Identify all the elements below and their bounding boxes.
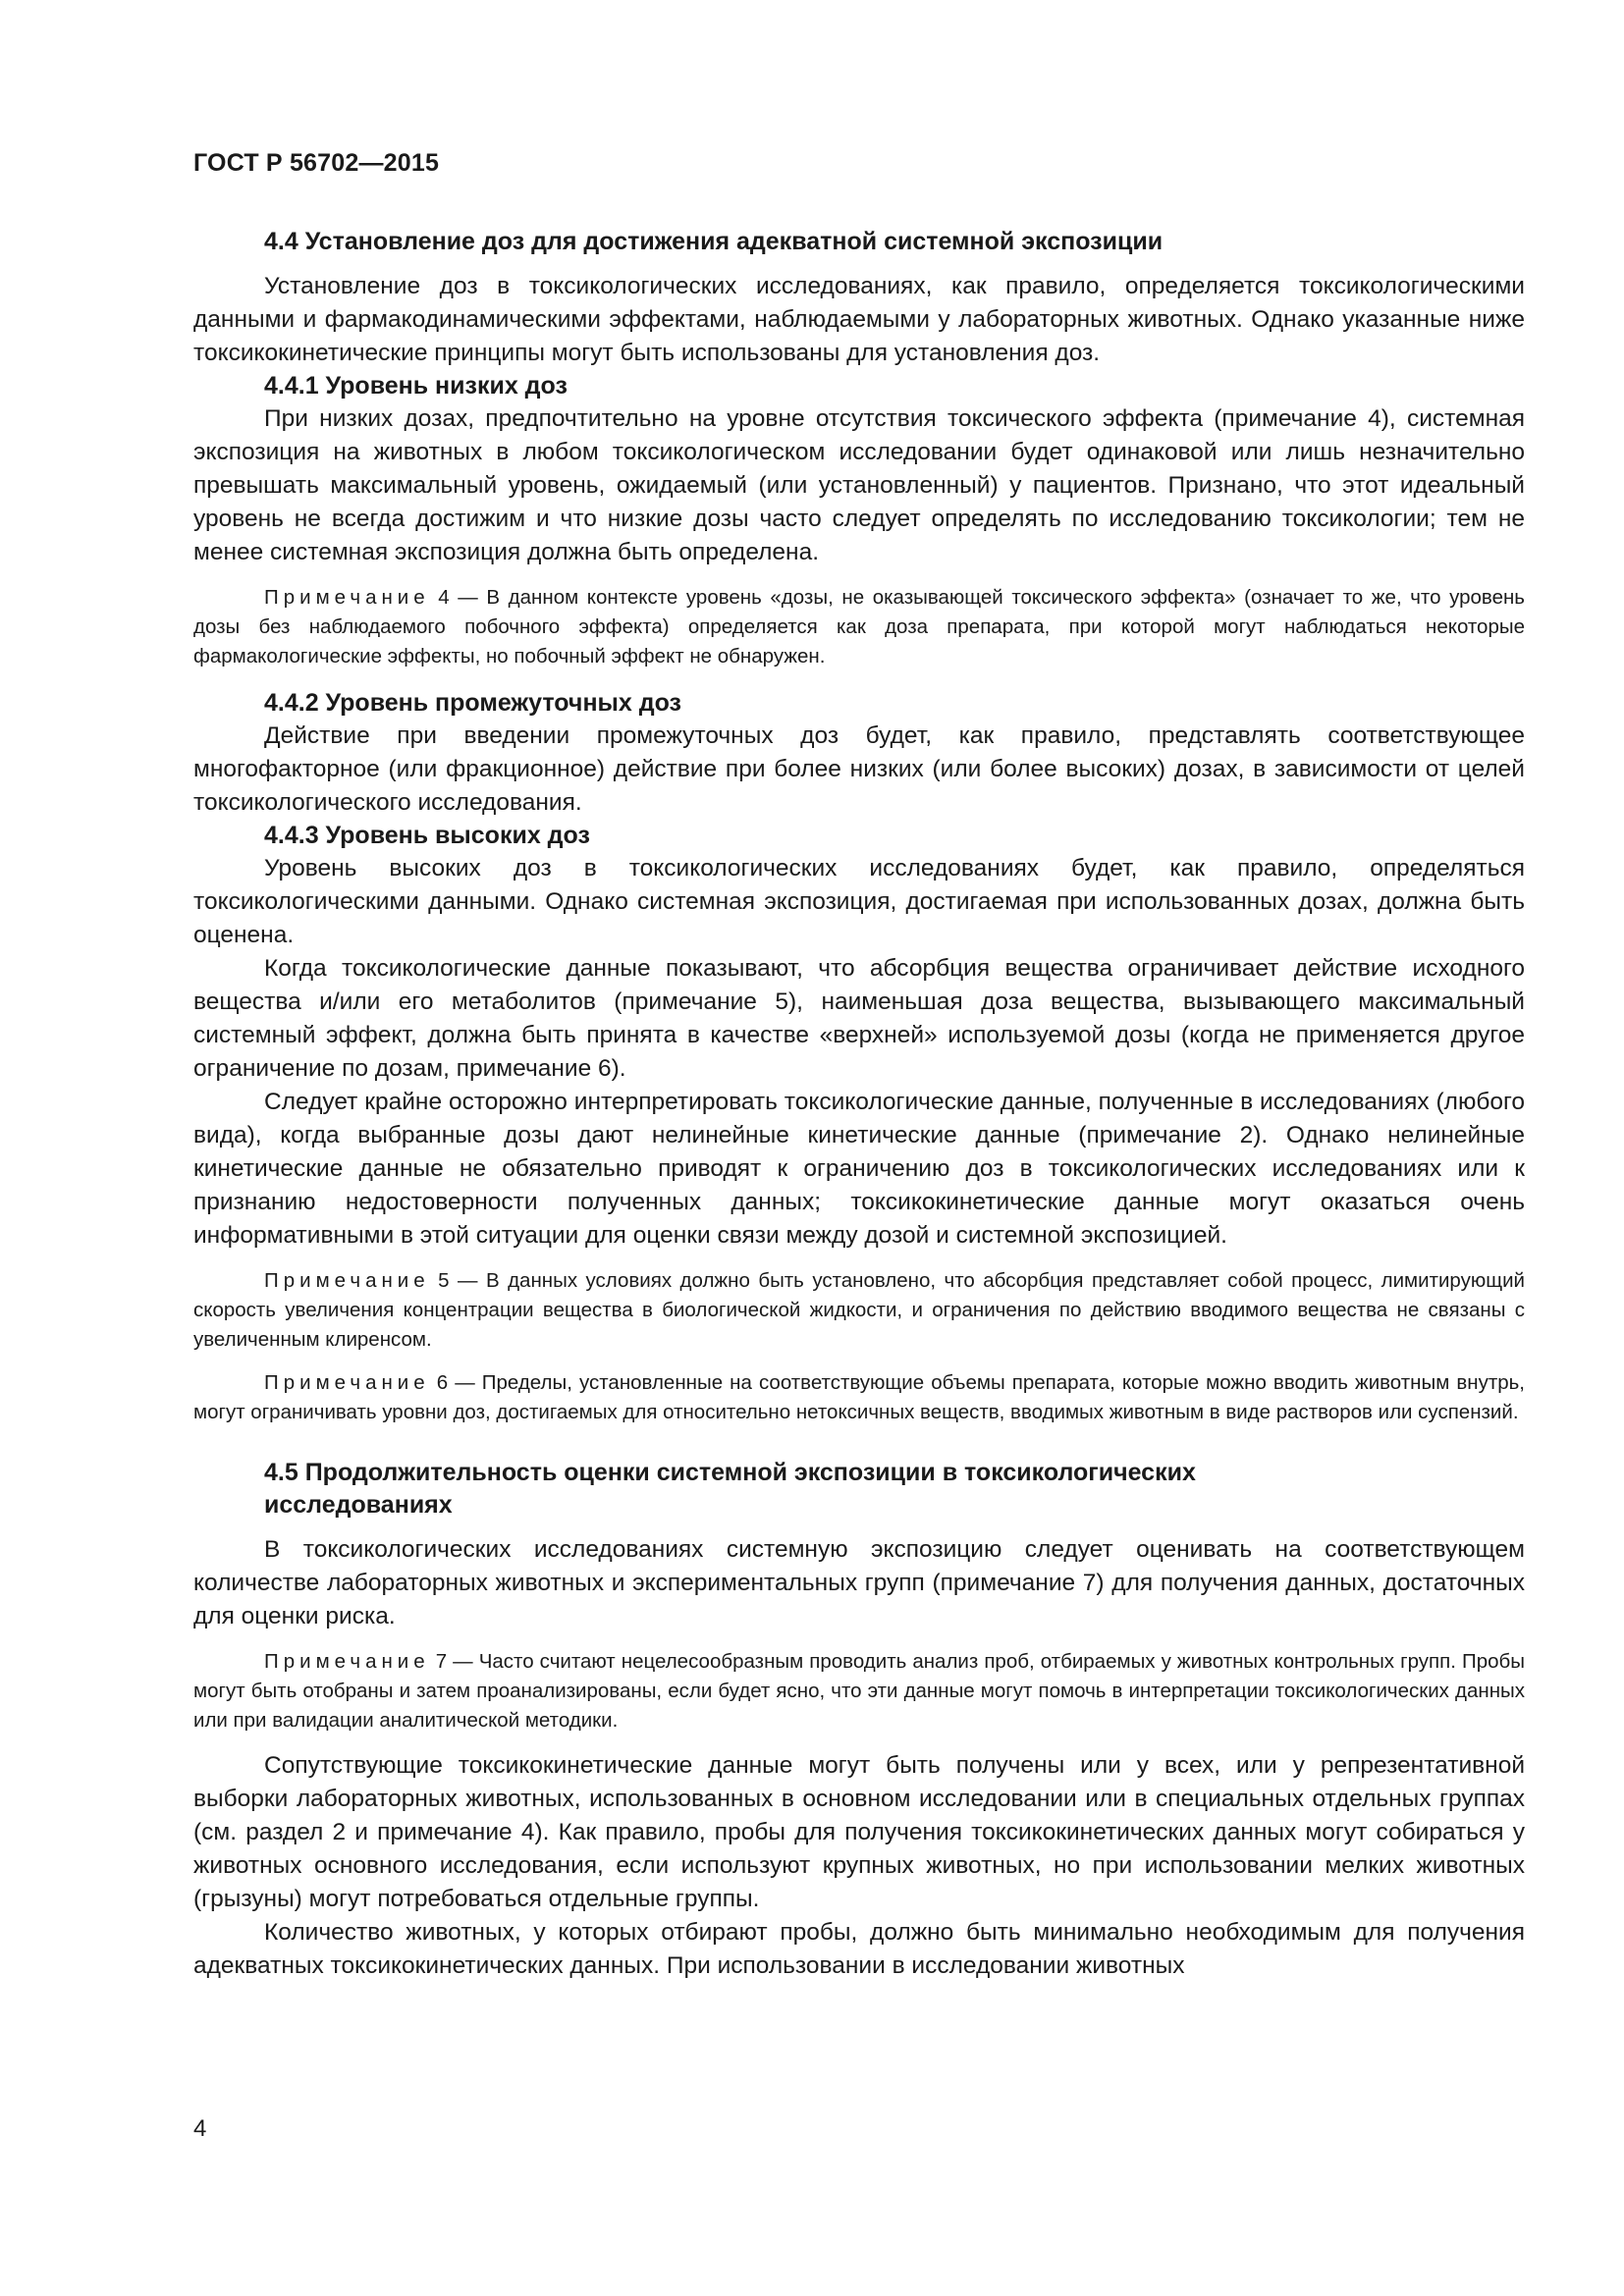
page-number: 4	[193, 2115, 207, 2142]
section-4-4-2-heading: 4.4.2 Уровень промежуточных доз	[264, 689, 681, 717]
note-5	[193, 1266, 1525, 1355]
note-4-label: Примечание	[264, 586, 430, 609]
section-4-4-3-paragraph-3: Следует крайне осторожно интерпретировать токсикологические данные, полученные в исследованиях (любого вида), когда выбранные дозы дают нелинейные кинетические данные (примечание 2). Однако нелинейные кинетические данные не обязательно приводят к ограничению доз в токсикологических исследованиях или к признанию недостоверности полученных данных; токсикокинетические данные могут оказаться очень информативными в этой ситуации для оценки связи между дозой и системной экспозицией.	[193, 1089, 1525, 1249]
note-4-text: 4 — В данном контексте уровень «дозы, не оказывающей токсического эффекта» (означает то же, что уровень дозы без наблюдаемого побочного эффекта) определяется как доза препарата, при которой могут наблюдаться некоторые фармакологические эффекты, но побочный эффект не обнаружен.	[193, 586, 1525, 667]
note-7-label: Примечание	[264, 1650, 430, 1673]
section-4-4-3-heading: 4.4.3 Уровень высоких доз	[264, 822, 590, 849]
note-5-text: 5 — В данных условиях должно быть установлено, что абсорбция представляет собой процесс, лимитирующий скорость увеличения концентрации вещества в биологической жидкости, и ограничения по действию вводимого вещества не связаны с увеличенным клиренсом.	[193, 1269, 1525, 1351]
section-4-4-heading: 4.4 Установление доз для достижения адекватной системной экспозиции	[264, 228, 1164, 255]
section-4-4-1-paragraph: При низких дозах, предпочтительно на уровне отсутствия токсического эффекта (примечание 4), системная экспозиция на животных в любом токсикологическом исследовании будет одинаковой или лишь незначительно превышать максимальный уровень, ожидаемый (или установленный) у пациентов. Признано, что этот идеальный уровень не всегда достижим и что низкие дозы часто следует определять по исследованию токсикологии; тем не менее системная экспозиция должна быть определена.	[193, 405, 1525, 565]
note-6-label: Примечание	[264, 1371, 430, 1394]
document-code-header: ГОСТ Р 56702—2015	[193, 149, 440, 177]
section-4-4-intro: Установление доз в токсикологических исследованиях, как правило, определяется токсикологическими данными и фармакодинамическими эффектами, наблюдаемыми у лабораторных животных. Однако указанные ниже токсикокинетические принципы могут быть использованы для установления доз.	[193, 273, 1525, 366]
document-body	[193, 226, 1525, 1983]
section-4-4-2-paragraph: Действие при введении промежуточных доз будет, как правило, представлять соответствующее многофакторное (или фракционное) действие при более низких (или более высоких) дозах, в зависимости от целей токсикологического исследования.	[193, 722, 1525, 816]
note-5-label: Примечание	[264, 1269, 430, 1292]
section-4-4-3-paragraph-2: Когда токсикологические данные показывают, что абсорбция вещества ограничивает действие исходного вещества и/или его метаболитов (примечание 5), наименьшая доза вещества, вызывающего максимальный системный эффект, должна быть принята в качестве «верхней» используемой дозы (когда не применяется другое ограничение по дозам, примечание 6).	[193, 955, 1525, 1082]
note-6	[193, 1368, 1525, 1427]
section-4-4-3-paragraph-1: Уровень высоких доз в токсикологических исследованиях будет, как правило, определяться токсикологическими данными. Однако системная экспозиция, достигаемая при использованных дозах, должна быть оценена.	[193, 855, 1525, 948]
note-7	[193, 1647, 1525, 1735]
section-4-4-1-heading: 4.4.1 Уровень низких доз	[264, 372, 568, 400]
note-7-text: 7 — Часто считают нецелесообразным проводить анализ проб, отбираемых у животных контрольных групп. Пробы могут быть отобраны и затем проанализированы, если будет ясно, что эти данные могут помочь в интерпретации токсикологических данных или при валидации аналитической методики.	[193, 1650, 1525, 1732]
section-4-5-heading-line-1: 4.5 Продолжительность оценки системной экспозиции в токсикологических	[264, 1459, 1196, 1486]
note-4	[193, 583, 1525, 671]
section-4-5-paragraph-1: В токсикологических исследованиях системную экспозицию следует оценивать на соответствующем количестве лабораторных животных и экспериментальных групп (примечание 7) для получения данных, достаточных для оценки риска.	[193, 1536, 1525, 1629]
section-4-5-heading-line-2: исследованиях	[264, 1491, 453, 1519]
section-4-5-heading	[193, 1457, 1525, 1522]
section-4-5-paragraph-3: Количество животных, у которых отбирают пробы, должно быть минимально необходимым для получения адекватных токсикокинетических данных. При использовании в исследовании животных	[193, 1919, 1525, 1979]
note-6-text: 6 — Пределы, установленные на соответствующие объемы препарата, которые можно вводить животным внутрь, могут ограничивать уровни доз, достигаемых для относительно нетоксичных веществ, вводимых животным в виде растворов или суспензий.	[193, 1371, 1525, 1423]
section-4-5-paragraph-2: Сопутствующие токсикокинетические данные могут быть получены или у всех, или у репрезентативной выборки лабораторных животных, использованных в основном исследовании или в специальных отдельных группах (см. раздел 2 и примечание 4). Как правило, пробы для получения токсикокинетических данных могут собираться у животных основного исследования, если используют крупных животных, но при использовании мелких животных (грызуны) могут потребоваться отдельные группы.	[193, 1752, 1525, 1912]
